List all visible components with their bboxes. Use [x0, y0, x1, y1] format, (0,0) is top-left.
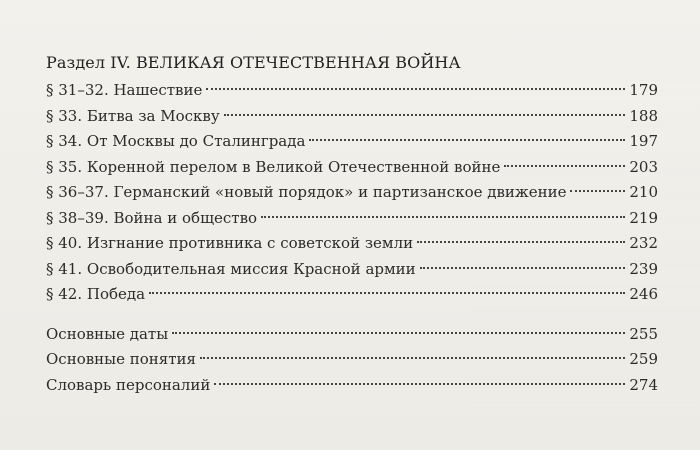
toc-entry-page: 239	[629, 259, 658, 278]
dot-leader	[261, 216, 625, 218]
toc-entry-page: 197	[629, 132, 658, 150]
toc-entry	[46, 180, 658, 206]
toc-entry	[46, 282, 658, 308]
dot-leader	[172, 332, 625, 334]
toc-entry-page: 188	[629, 106, 658, 125]
toc-entry-label: § 33. Битва за Москву	[46, 106, 220, 125]
dot-leader	[570, 190, 625, 192]
dot-leader	[149, 292, 625, 294]
toc-entry	[46, 257, 658, 283]
toc-entry-label: § 36–37. Германский «новый порядок» и партизанское движение	[46, 183, 567, 201]
toc-entry	[46, 129, 658, 155]
toc-entry	[46, 155, 658, 181]
toc-entry-label: § 31–32. Нашествие	[46, 81, 203, 99]
toc-entry-label: § 41. Освободительная миссия Красной армии	[46, 259, 416, 278]
dot-leader	[417, 241, 625, 243]
toc-entry	[46, 78, 658, 104]
toc-entry-page: 246	[629, 285, 658, 303]
dot-leader	[214, 383, 625, 385]
appendix-entry-label: Словарь персоналий	[46, 375, 211, 394]
appendix-entry-page: 255	[629, 324, 658, 343]
dot-leader	[224, 114, 626, 116]
dot-leader	[309, 139, 625, 141]
appendix-entry-page: 259	[629, 350, 658, 368]
appendix-entry-label: Основные понятия	[46, 350, 196, 368]
table-of-contents	[46, 52, 658, 398]
toc-entry-label: § 35. Коренной перелом в Великой Отечественной войне	[46, 157, 501, 176]
appendix-entry-label: Основные даты	[46, 324, 169, 343]
dot-leader	[504, 165, 625, 167]
spacer	[46, 308, 658, 322]
toc-entry-page: 219	[629, 208, 658, 227]
toc-entry-page: 232	[629, 234, 658, 252]
dot-leader	[420, 267, 626, 269]
toc-entry-page: 210	[629, 183, 658, 201]
toc-entry-label: § 40. Изгнание противника с советской земли	[46, 234, 414, 252]
toc-entry-page: 203	[629, 157, 658, 176]
toc-entry	[46, 206, 658, 232]
appendix-entry	[46, 347, 658, 373]
appendix-entry	[46, 373, 658, 399]
toc-entry-label: § 34. От Москвы до Сталинграда	[46, 132, 306, 150]
toc-entry	[46, 104, 658, 130]
section-title: Раздел IV. ВЕЛИКАЯ ОТЕЧЕСТВЕННАЯ ВОЙНА	[46, 53, 461, 72]
toc-entry	[46, 231, 658, 257]
toc-entry-page: 179	[629, 81, 658, 99]
dot-leader	[206, 88, 625, 90]
appendix-entry	[46, 322, 658, 348]
appendix-entry-page: 274	[629, 375, 658, 394]
toc-entry-label: § 38–39. Война и общество	[46, 208, 258, 227]
toc-entry-label: § 42. Победа	[46, 285, 146, 303]
dot-leader	[200, 357, 625, 359]
